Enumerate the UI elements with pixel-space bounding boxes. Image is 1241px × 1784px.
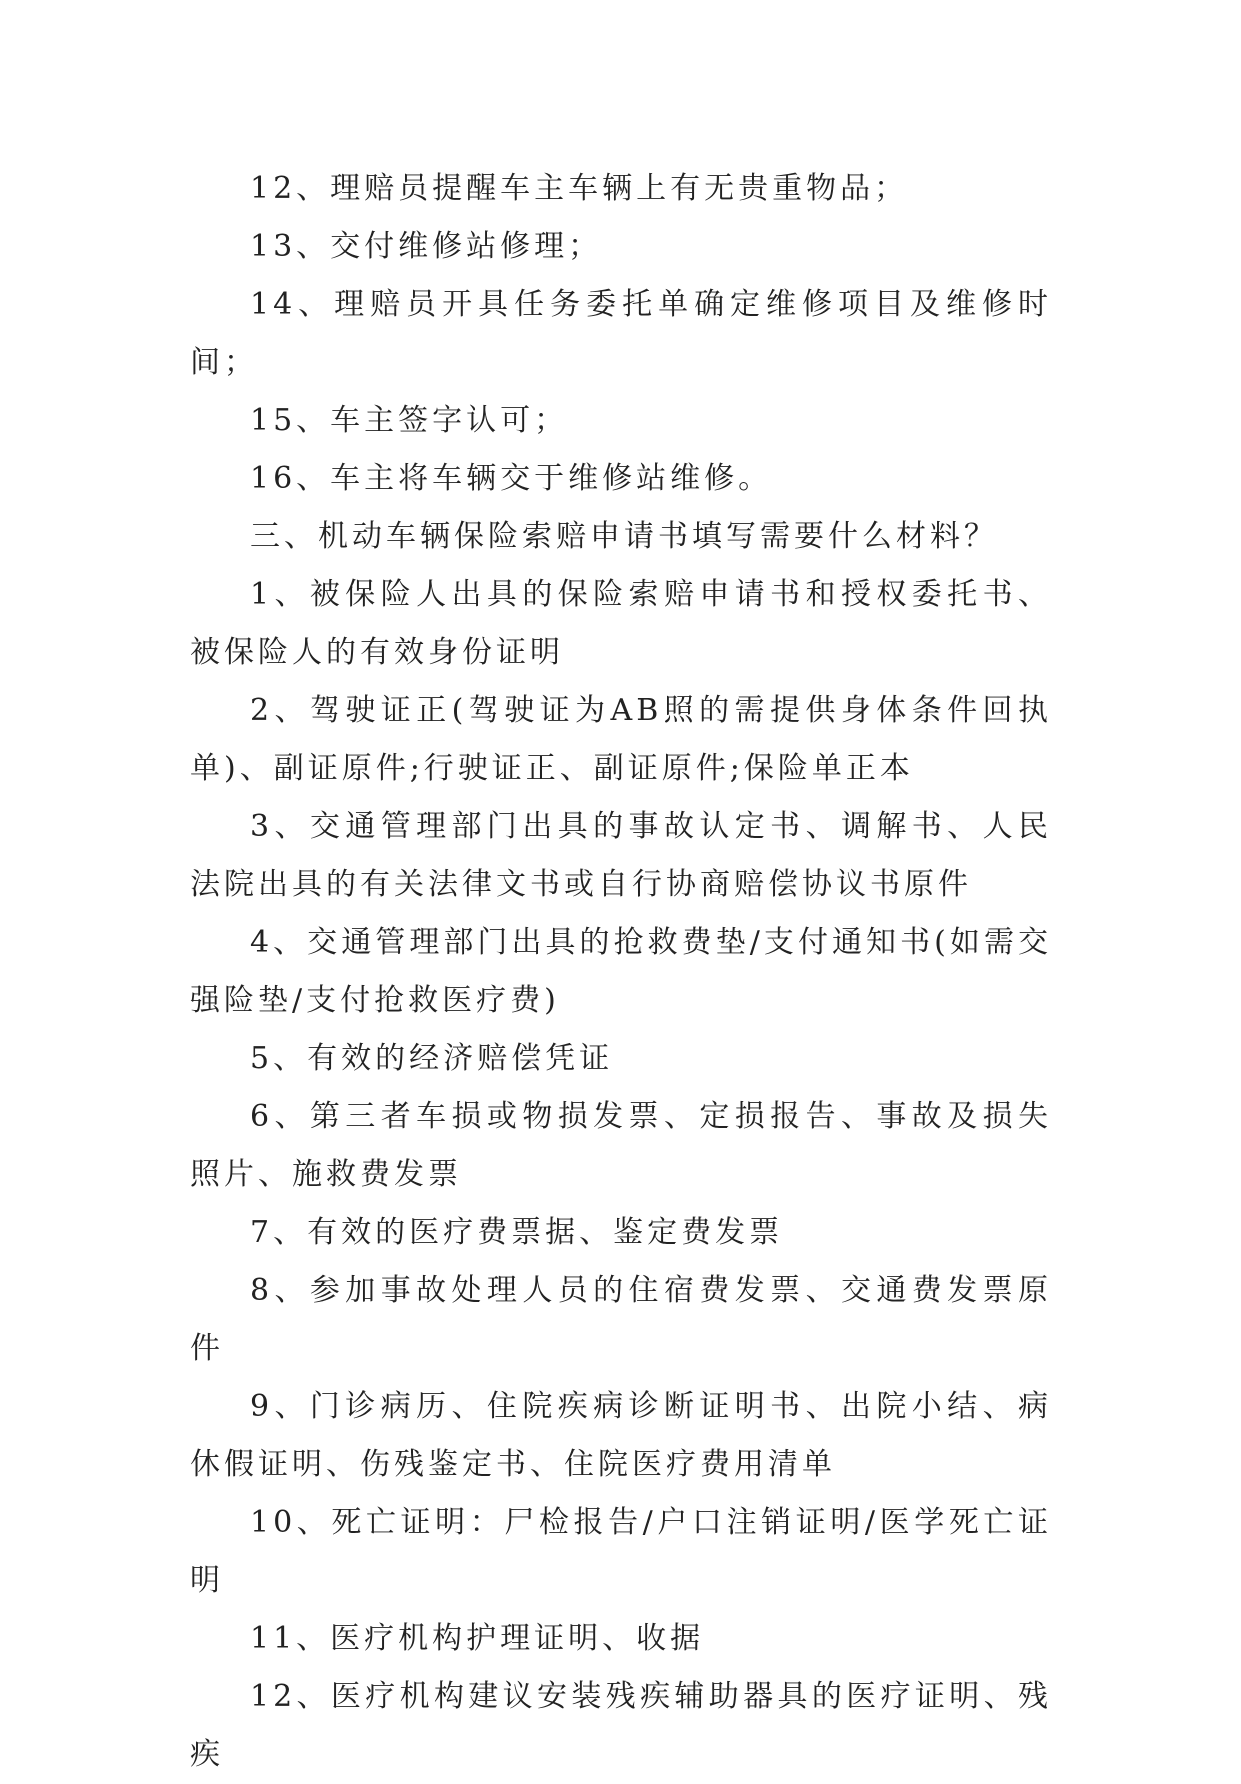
paragraph-step-12: 12、理赔员提醒车主车辆上有无贵重物品； xyxy=(250,171,909,206)
list-item-9: 9、门诊病历、住院疾病诊断证明书、出院小结、病休假证明、伤残鉴定书、住院医疗费用清单 xyxy=(190,1389,1052,1482)
list-item-12: 12、医疗机构建议安装残疾辅助器具的医疗证明、残疾 xyxy=(190,1679,1052,1772)
list-item-3: 3、交通管理部门出具的事故认定书、调解书、人民法院出具的有关法律文书或自行协商赔偿协议书原件 xyxy=(190,809,1052,902)
list-item-6: 6、第三者车损或物损发票、定损报告、事故及损失照片、施救费发票 xyxy=(190,1099,1052,1192)
list-item-5: 5、有效的经济赔偿凭证 xyxy=(250,1041,614,1076)
list-item-4: 4、交通管理部门出具的抢救费垫/支付通知书(如需交强险垫/支付抢救医疗费) xyxy=(190,925,1052,1018)
document-body xyxy=(190,160,1052,1784)
list-item-10: 10、死亡证明：尸检报告/户口注销证明/医学死亡证明 xyxy=(190,1505,1052,1598)
list-item-1: 1、被保险人出具的保险索赔申请书和授权委托书、被保险人的有效身份证明 xyxy=(190,577,1052,670)
paragraph-step-16: 16、车主将车辆交于维修站维修。 xyxy=(250,461,773,496)
list-item-8: 8、参加事故处理人员的住宿费发票、交通费发票原件 xyxy=(190,1273,1052,1366)
list-item-7: 7、有效的医疗费票据、鉴定费发票 xyxy=(250,1215,784,1250)
paragraph-step-14: 14、理赔员开具任务委托单确定维修项目及维修时间； xyxy=(190,287,1052,380)
paragraph-step-15: 15、车主签字认可； xyxy=(250,403,569,438)
list-item-11: 11、医疗机构护理证明、收据 xyxy=(250,1621,705,1656)
list-item-2: 2、驾驶证正(驾驶证为AB照的需提供身体条件回执单)、副证原件;行驶证正、副证原件;保险单正本 xyxy=(190,693,1052,786)
section-heading: 三、机动车辆保险索赔申请书填写需要什么材料？ xyxy=(250,519,998,554)
paragraph-step-13: 13、交付维修站修理； xyxy=(250,229,603,264)
